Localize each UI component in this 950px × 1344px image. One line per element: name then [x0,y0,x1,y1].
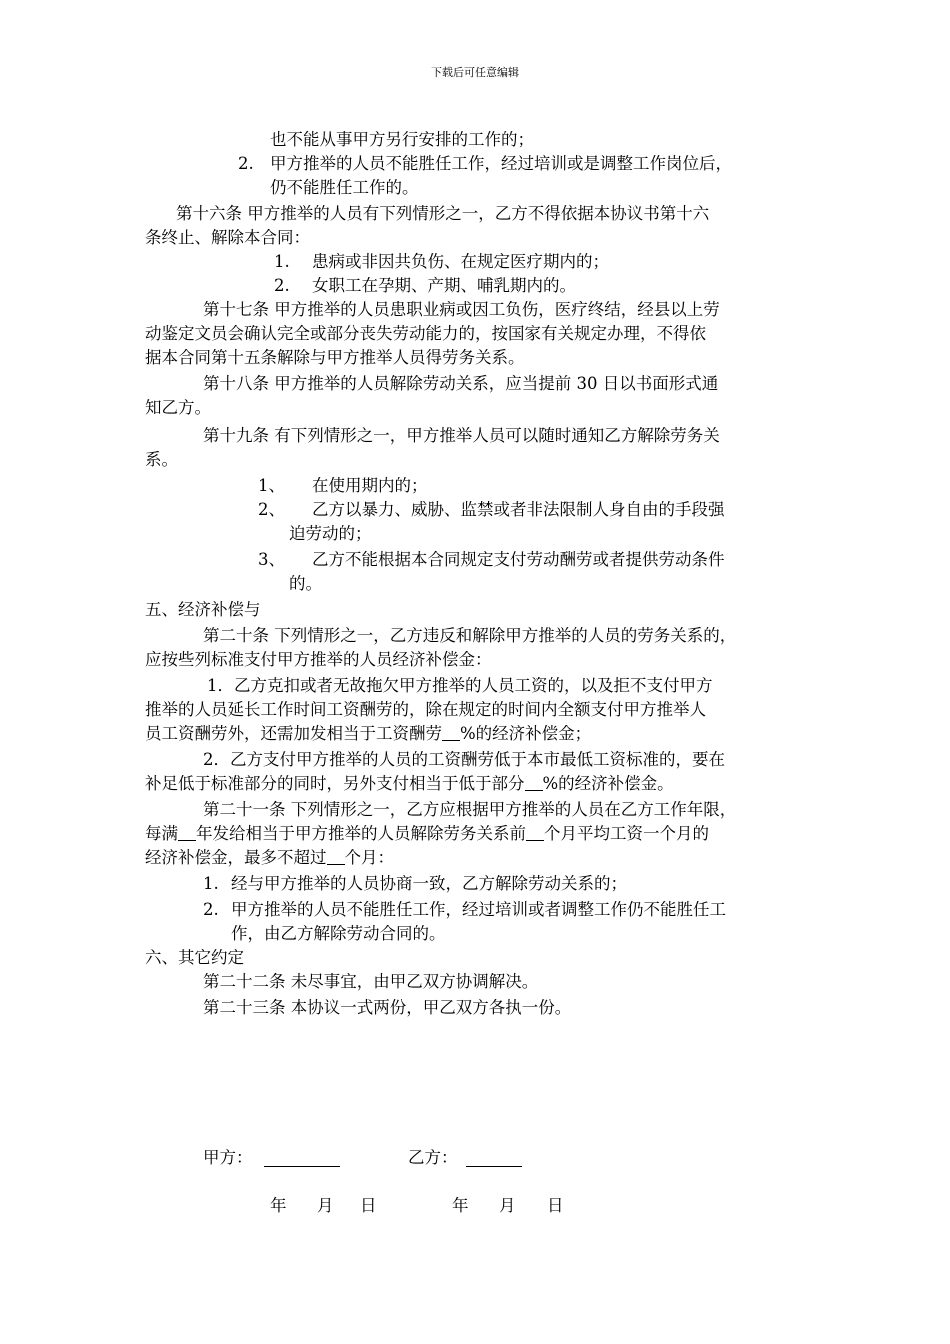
text-segment: 经济补偿金，最多不超过 [145,848,327,867]
article-17: 第十七条 甲方推举的人员患职业病或因工负伤，医疗终结，经县以上劳 [203,300,720,319]
text-line [145,846,394,870]
blank-field [442,722,460,741]
text-line: 经与甲方推举的人员协商一致，乙方解除劳动关系的； [231,874,627,893]
party-b-label: 乙方： [408,1148,458,1167]
text-line: 2．乙方支付甲方推举的人员的工资酬劳低于本市最低工资标准的，要在 [203,750,725,769]
day-label: 日 [360,1196,377,1215]
text-line: 推举的人员延长工作时间工资酬劳的，除在规定的时间内全额支付甲方推举人 [145,700,706,719]
text-line: 乙方不能根据本合同规定支付劳动酬劳或者提供劳动条件 [312,550,725,569]
day-label: 日 [547,1196,564,1215]
blank-field [178,822,196,841]
article-21: 第二十一条 下列情形之一，乙方应根据甲方推举的人员在乙方工作年限， [203,800,737,819]
text-segment: %的经济补偿金； [460,724,592,743]
list-number: 1、 [258,476,285,495]
text-line: 应按些列标准支付甲方推举的人员经济补偿金： [145,650,492,669]
month-label: 月 [317,1196,334,1215]
text-segment: 个月： [344,848,394,867]
party-a-label: 甲方： [203,1148,253,1167]
page-header-note: 下载后可任意编辑 [431,66,519,79]
text-segment: %的经济补偿金。 [542,774,674,793]
text-segment: 补足低于标准部分的同时，另外支付相当于低于部分 [145,774,525,793]
year-label: 年 [270,1196,287,1215]
text-line: 患病或非因共负伤、在规定医疗期内的； [312,252,609,271]
article-16: 第十六条 甲方推举的人员有下列情形之一，乙方不得依据本协议书第十六 [176,204,710,223]
text-segment: 员工资酬劳外，还需加发相当于工资酬劳 [145,724,442,743]
text-line: 仍不能胜任工作的。 [270,178,419,197]
text-line: 条终止、解除本合同： [145,228,310,247]
blank-field [327,846,345,865]
article-23: 第二十三条 本协议一式两份，甲乙双方各执一份。 [203,998,572,1017]
list-number: 2、 [258,500,285,519]
text-line: 女职工在孕期、产期、哺乳期内的。 [312,276,576,295]
list-number: 3、 [258,550,285,569]
text-line: 知乙方。 [145,398,211,417]
section-heading-6: 六、其它约定 [145,948,244,967]
text-line: 也不能从事甲方另行安排的工作的； [270,130,534,149]
year-label: 年 [452,1196,469,1215]
party-a-signature-line [264,1148,340,1167]
text-segment: 年发给相当于甲方推举的人员解除劳务关系前 [196,824,526,843]
list-number: 2. [274,276,290,295]
text-line: 的。 [289,574,322,593]
month-label: 月 [499,1196,516,1215]
text-line [145,772,674,796]
text-line: 1．乙方克扣或者无故拖欠甲方推举的人员工资的，以及拒不支付甲方 [207,676,713,695]
list-number: 1. [274,252,290,271]
article-20: 第二十条 下列情形之一，乙方违反和解除甲方推举的人员的劳务关系的， [203,626,737,645]
article-19: 第十九条 有下列情形之一，甲方推举人员可以随时通知乙方解除劳务关 [203,426,720,445]
text-line [145,722,591,746]
blank-field [526,822,544,841]
section-heading-5: 五、经济补偿与 [145,600,261,619]
text-line: 作，由乙方解除劳动合同的。 [231,924,446,943]
list-number: 1. [203,874,219,893]
party-b-signature-line [466,1148,522,1167]
text-line: 乙方以暴力、威胁、监禁或者非法限制人身自由的手段强 [312,500,725,519]
list-number: 2. [203,900,219,919]
article-18: 第十八条 甲方推举的人员解除劳动关系，应当提前 30 日以书面形式通 [203,374,719,393]
text-line: 在使用期内的； [312,476,428,495]
text-line [145,822,709,846]
text-line: 迫劳动的； [289,524,372,543]
text-line: 动鉴定文员会确认完全或部分丧失劳动能力的，按国家有关规定办理，不得依 [145,324,706,343]
text-line: 甲方推举的人员不能胜任工作，经过培训或是调整工作岗位后， [270,154,732,173]
text-segment: 个月平均工资一个月的 [544,824,709,843]
article-22: 第二十二条 未尽事宜，由甲乙双方协调解决。 [203,972,539,991]
text-line: 甲方推举的人员不能胜任工作，经过培训或者调整工作仍不能胜任工 [231,900,726,919]
list-number: 2. [238,154,254,173]
blank-field [525,772,543,791]
text-segment: 每满 [145,824,178,843]
text-line: 据本合同第十五条解除与甲方推举人员得劳务关系。 [145,348,525,367]
text-line: 系。 [145,450,178,469]
